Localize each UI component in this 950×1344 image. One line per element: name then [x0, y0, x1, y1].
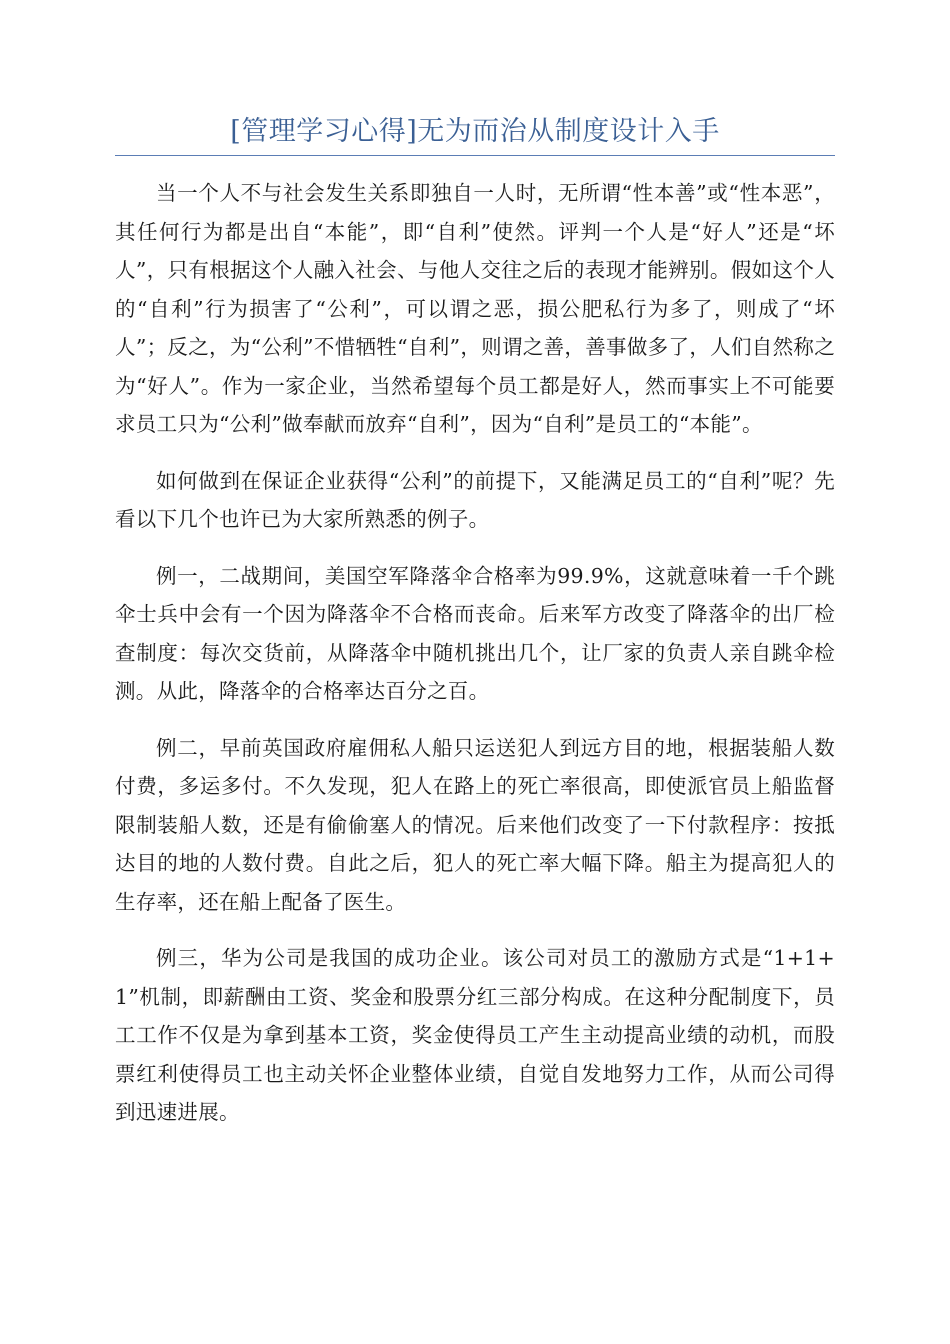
- paragraph-question: 如何做到在保证企业获得“公利”的前提下，又能满足员工的“自利”呢？先看以下几个也许已为大家所熟悉的例子。: [115, 468, 835, 531]
- paragraph-example-1: 例一，二战期间，美国空军降落伞合格率为99.9%，这就意味着一千个跳伞士兵中会有一个因为降落伞不合格而丧命。后来军方改变了降落伞的出厂检查制度：每次交货前，从降落伞中随机挑出几个，让厂家的负责人亲自跳伞检测。从此，降落伞的合格率达百分之百。: [115, 563, 835, 703]
- title-underline: [115, 155, 835, 156]
- paragraph-example-2: 例二，早前英国政府雇佣私人船只运送犯人到远方目的地，根据装船人数付费，多运多付。不久发现，犯人在路上的死亡率很高，即使派官员上船监督限制装船人数，还是有偷偷塞人的情况。后来他们改变了一下付款程序：按抵达目的地的人数付费。自此之后，犯人的死亡率大幅下降。船主为提高犯人的生存率，还在船上配备了医生。: [115, 735, 835, 914]
- document-title: [管理学习心得]无为而治从制度设计入手: [230, 116, 720, 147]
- paragraph-example-3: 例三，华为公司是我国的成功企业。该公司对员工的激励方式是“1+1+1”机制，即薪酬由工资、奖金和股票分红三部分构成。在这种分配制度下，员工工作不仅是为拿到基本工资，奖金使得员工产生主动提高业绩的动机，而股票红利使得员工也主动关怀企业整体业绩，自觉自发地努力工作，从而公司得到迅速进展。: [115, 946, 835, 1124]
- document-body: [115, 174, 835, 1150]
- paragraph-intro: 当一个人不与社会发生关系即独自一人时，无所谓“性本善”或“性本恶”，其任何行为都是出自“本能”，即“自利”使然。评判一个人是“好人”还是“坏人”，只有根据这个人融入社会、与他人交往之后的表现才能辨别。假如这个人的“自利”行为损害了“公利”，可以谓之恶，损公肥私行为多了，则成了“坏人”；反之，为“公利”不惜牺牲“自利”，则谓之善，善事做多了，人们自然称之为“好人”。作为一家企业，当然希望每个员工都是好人，然而事实上不可能要求员工只为“公利”做奉献而放弃“自利”，因为“自利”是员工的“本能”。: [115, 181, 835, 436]
